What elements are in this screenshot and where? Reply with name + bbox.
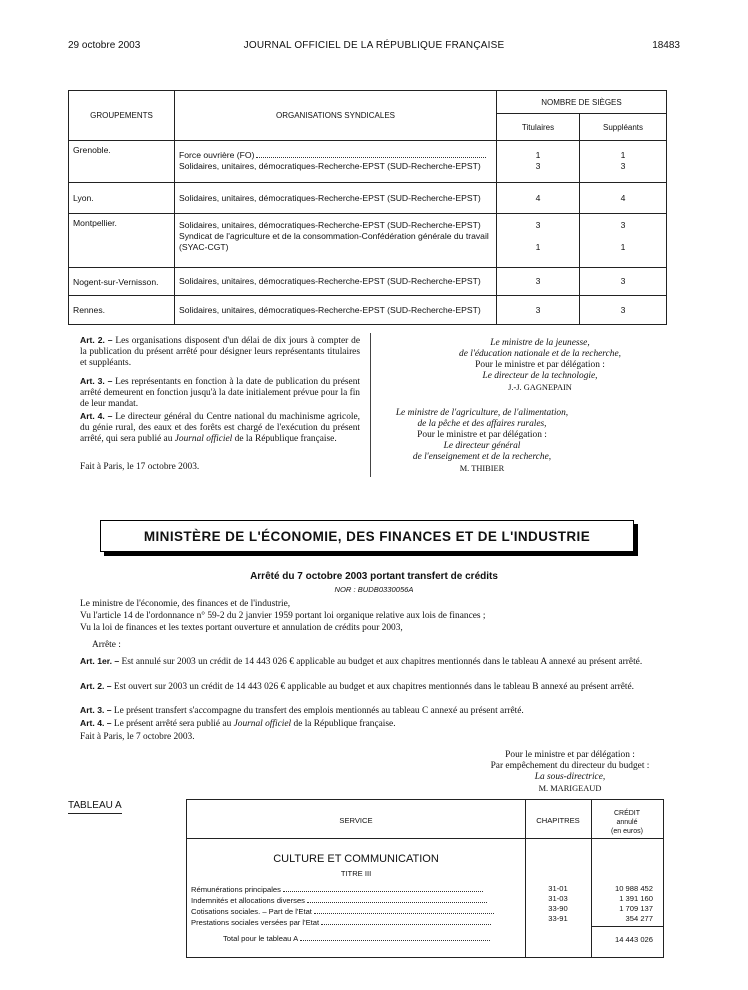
org-name: Syndicat de l'agriculture et de la consommation-Confédération générale du travail (SYAC-CGT) xyxy=(179,231,489,252)
col-suppleants: Suppléants xyxy=(580,114,667,141)
col-service: SERVICE xyxy=(339,816,373,825)
journal-title: JOURNAL OFFICIEL DE LA RÉPUBLIQUE FRANÇAISE xyxy=(243,40,505,51)
titulaires-cell: 3 xyxy=(497,268,580,296)
article-3: Art. 3. – Les représentants en fonction à la date de publication du présent arrêté demeurent en fonction jusqu'à la date initialement prévue pour la fin de leur mandat. xyxy=(80,376,360,410)
org-name: Solidaires, unitaires, démocratiques-Recherche-EPST (SUD-Recherche-EPST) xyxy=(179,276,481,286)
arrete-title: Arrêté du 7 octobre 2003 portant transfert de crédits xyxy=(250,571,498,582)
suppleants-cell: 1 3 xyxy=(580,141,667,183)
signature-block-1: Le ministre de la jeunesse, de l'éducation nationale et de la recherche, Pour le ministre et par délégation : Le directeur de la technologie, J.-J. GAGNEPAIN xyxy=(459,338,621,392)
orgs-cell xyxy=(175,268,497,296)
col-titulaires: Titulaires xyxy=(497,114,580,141)
table-row xyxy=(69,268,667,296)
sieges-table xyxy=(68,90,667,325)
header-rule xyxy=(187,838,663,839)
arrete-word: Arrête : xyxy=(92,640,121,650)
suppleants-cell: 4 xyxy=(580,183,667,214)
tableau-a-label: TABLEAU A xyxy=(68,800,122,814)
col-organisations: ORGANISATIONS SYNDICALES xyxy=(175,91,497,141)
orgs-cell xyxy=(175,214,497,268)
list-item: Rémunérations principales xyxy=(191,884,525,895)
titulaires-cell: 3 1 xyxy=(497,214,580,268)
groupement-cell: Grenoble. xyxy=(69,141,175,183)
groupement-cell: Montpellier. xyxy=(69,214,175,268)
orgs-cell xyxy=(175,296,497,325)
list-item: Prestations sociales versées par l'Etat xyxy=(191,917,525,928)
groupement-cell: Nogent-sur-Vernisson. xyxy=(69,268,175,296)
visa-line: Vu l'article 14 de l'ordonnance n° 59-2 du 2 janvier 1959 portant loi organique relative aux lois de finances ; xyxy=(80,611,486,621)
table-row xyxy=(69,214,667,268)
visa-line: Le ministre de l'économie, des finances et de l'industrie, xyxy=(80,599,291,609)
groupement-cell: Rennes. xyxy=(69,296,175,325)
arrete-article-3: Art. 3. – Le présent transfert s'accompagne du transfert des emplois mentionnés au tableau C annexé au présent arrêté. xyxy=(80,705,524,716)
arrete-article-2: Art. 2. – Est ouvert sur 2003 un crédit de 14 443 026 € applicable au budget et aux chapitres mentionnés dans le tableau B annexé au présent arrêté. xyxy=(80,681,635,692)
col-chapitres: CHAPITRES xyxy=(536,816,580,825)
arrete-article-4: Art. 4. – Le présent arrêté sera publié au Journal officiel de la République française. xyxy=(80,718,396,729)
chapitres-list: 31-01 31-03 33-90 33-91 xyxy=(548,884,568,923)
total-value: 14 443 026 xyxy=(614,935,653,944)
col-credit: CRÉDIT annulé (en euros) xyxy=(611,810,643,835)
nor-reference: NOR : BUDB0330056A xyxy=(334,585,414,594)
orgs-cell xyxy=(175,141,497,183)
header-date: 29 octobre 2003 xyxy=(68,40,141,51)
table-row xyxy=(69,141,667,183)
page-number: 18483 xyxy=(652,40,680,51)
org-name: Solidaires, unitaires, démocratiques-Recherche-EPST (SUD-Recherche-EPST) xyxy=(179,192,481,203)
arrete-article-1: Art. 1er. – Est annulé sur 2003 un crédit de 14 443 026 € applicable au budget et aux chapitres mentionnés dans le tableau A annexé au présent arrêté. xyxy=(80,656,643,667)
suppleants-cell: 3 xyxy=(580,268,667,296)
article-4: Art. 4. – Le directeur général du Centre national du machinisme agricole, du génie rural, des eaux et des forêts est chargé de l'exécution du présent arrêté, qui sera publié au Journal officiel de la République française. xyxy=(80,411,360,445)
total-rule xyxy=(591,926,663,927)
signature-block-3: Pour le ministre et par délégation : Par empêchement du directeur du budget : La sous-directrice, M. MARIGEAUD xyxy=(490,750,650,793)
titulaires-cell: 4 xyxy=(497,183,580,214)
tableau-a xyxy=(186,799,664,958)
orgs-cell xyxy=(175,183,497,214)
col-sieges: NOMBRE DE SIÈGES xyxy=(497,91,667,114)
signature-block-2: Le ministre de l'agriculture, de l'alimentation, de la pêche et des affaires rurales, Pour le ministre et par délégation : Le directeur général de l'enseignement et de la recherche, M. THIBIER xyxy=(395,408,569,473)
visa-line: Vu la loi de finances et les textes portant ouverture et annulation de crédits pour 2003, xyxy=(80,623,403,633)
ministry-heading: MINISTÈRE DE L'ÉCONOMIE, DES FINANCES ET DE L'INDUSTRIE xyxy=(100,520,634,552)
section-title: CULTURE ET COMMUNICATION xyxy=(273,853,439,865)
total-label: Total pour le tableau A xyxy=(223,933,490,943)
credits-list: 10 988 452 1 391 160 1 709 137 354 277 xyxy=(614,884,653,923)
titulaires-cell: 3 xyxy=(497,296,580,325)
service-list xyxy=(191,884,525,928)
org-name: Solidaires, unitaires, démocratiques-Recherche-EPST (SUD-Recherche-EPST) xyxy=(179,220,481,230)
org-name: Solidaires, unitaires, démocratiques-Recherche-EPST (SUD-Recherche-EPST) xyxy=(179,161,481,171)
table-row xyxy=(69,183,667,214)
groupement-cell: Lyon. xyxy=(69,183,175,214)
table-row xyxy=(69,296,667,325)
titulaires-cell: 1 3 xyxy=(497,141,580,183)
fait-a-paris-2: Fait à Paris, le 7 octobre 2003. xyxy=(80,732,195,742)
suppleants-cell: 3 1 xyxy=(580,214,667,268)
col-groupements: GROUPEMENTS xyxy=(69,91,175,141)
column-divider xyxy=(370,333,371,477)
org-name: Force ouvrière (FO) xyxy=(179,150,492,161)
list-item: Indemnités et allocations diverses xyxy=(191,895,525,906)
article-2: Art. 2. – Les organisations disposent d'un délai de dix jours à compter de la publication du présent arrêté pour désigner leurs représentants titulaires et suppléants. xyxy=(80,335,360,369)
suppleants-cell: 3 xyxy=(580,296,667,325)
list-item: Cotisations sociales. – Part de l'Etat xyxy=(191,906,525,917)
fait-a-paris: Fait à Paris, le 17 octobre 2003. xyxy=(80,462,200,472)
titre-label: TITRE III xyxy=(340,869,372,878)
org-name: Solidaires, unitaires, démocratiques-Recherche-EPST (SUD-Recherche-EPST) xyxy=(179,304,481,315)
